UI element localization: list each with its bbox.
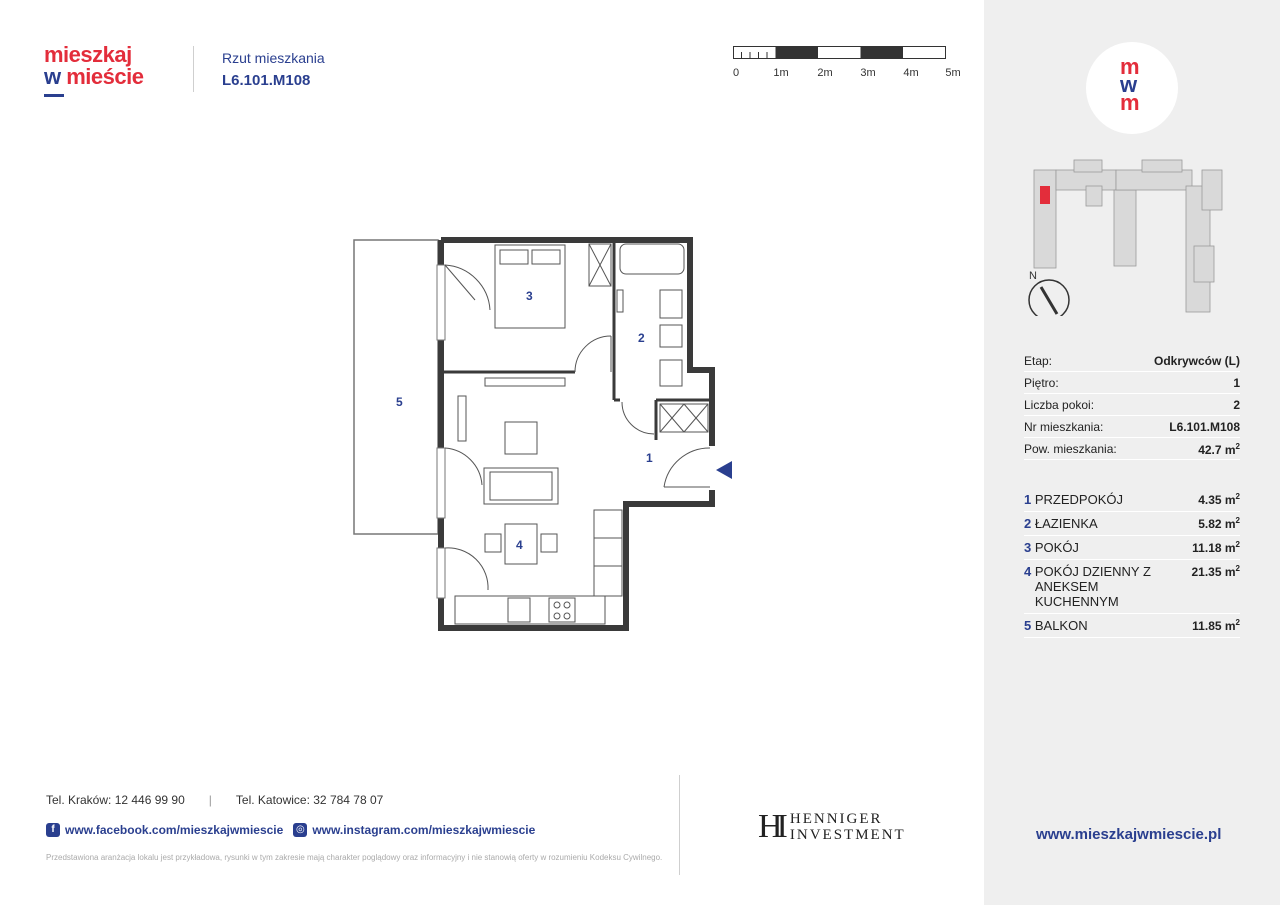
room-label: 3 [526, 289, 533, 303]
info-row [1024, 416, 1240, 438]
scale-label: 2m [817, 67, 833, 79]
room-name: POKÓJ DZIENNY Z ANEKSEM KUCHENNYM [1034, 564, 1151, 609]
brand-line-1: mieszkaj [44, 42, 132, 67]
room-area: 11.18 $m^2$ [1192, 540, 1240, 555]
room-name: BALKON [1034, 618, 1088, 633]
compass-icon [1029, 280, 1069, 316]
info-value: 2 [1233, 398, 1240, 412]
document-title: Rzut mieszkania [222, 50, 325, 66]
apartment-code: L6.101.M108 [222, 72, 311, 89]
mwm-logo [1086, 42, 1178, 134]
apartment-highlight [1040, 186, 1050, 204]
room-area: 21.35 $m^2$ [1191, 564, 1240, 579]
info-key: Nr mieszkania: [1024, 420, 1104, 434]
investor-name: HENNIGER INVESTMENT [789, 811, 906, 843]
room-list-item [1024, 614, 1240, 638]
phone-katowice[interactable]: Tel. Katowice: 32 784 78 07 [235, 793, 384, 807]
phone-krakow[interactable]: Tel. Kraków: 12 446 99 90 [46, 793, 185, 807]
room-name: PRZEDPOKÓJ [1034, 492, 1123, 507]
footer-divider [679, 775, 680, 875]
info-row [1024, 438, 1240, 460]
room-list-item [1024, 560, 1240, 614]
footer-social [46, 823, 535, 837]
instagram-link[interactable]: www.instagram.com/mieszkajwmiescie [312, 823, 536, 837]
logo-letter: w [1120, 72, 1138, 97]
room-area: 11.85 $m^2$ [1192, 618, 1240, 633]
info-value: Odkrywców (L) [1153, 354, 1240, 368]
investor-logo [758, 808, 906, 846]
room-label: 5 [396, 395, 403, 409]
apartment-info [1024, 350, 1240, 460]
info-value: 1 [1233, 376, 1240, 390]
north-label: N [1029, 270, 1037, 282]
footer-separator: | [208, 793, 212, 807]
instagram-icon: ◎ [293, 823, 307, 837]
room-number: 3 [1024, 540, 1032, 555]
sidebar [984, 0, 1280, 905]
facebook-icon: f [46, 823, 60, 837]
disclaimer: Przedstawiona aranżacja lokalu jest przykładowa, rysunki w tym zakresie mają charakter poglądowy oraz informacyjny i nie stanowią oferty w rozumieniu Kodeksu Cywilnego. [46, 853, 663, 862]
scale-label: 3m [860, 67, 876, 79]
room-list-item [1024, 512, 1240, 536]
info-key: Liczba pokoi: [1024, 398, 1095, 412]
room-name: POKÓJ [1034, 540, 1079, 555]
info-row [1024, 394, 1240, 416]
website-link[interactable]: www.mieszkajwmiescie.pl [1036, 826, 1222, 843]
investor-mark: HI [758, 808, 782, 845]
scale-label: 0 [732, 67, 740, 79]
scale-label: 4m [903, 67, 919, 79]
info-key: Etap: [1024, 354, 1053, 368]
room-area: 5.82 $m^2$ [1198, 516, 1240, 531]
room-name: ŁAZIENKA [1034, 516, 1098, 531]
info-value: 42.7 $m^2$ [1198, 442, 1240, 457]
facebook-link[interactable]: www.facebook.com/mieszkajwmiescie [65, 823, 284, 837]
scale-label: 5m [945, 67, 961, 79]
room-label: 1 [646, 451, 653, 465]
logo-letter: m [1120, 90, 1140, 115]
room-label: 4 [516, 538, 523, 552]
room-number: 1 [1024, 492, 1032, 507]
building-key-plan [1026, 156, 1226, 316]
logo-letter: m [1120, 54, 1140, 79]
brand-line-2: w mieście [44, 64, 144, 89]
info-value: L6.101.M108 [1169, 420, 1240, 434]
room-list [1024, 488, 1240, 638]
info-row [1024, 372, 1240, 394]
info-key: Pow. mieszkania: [1024, 442, 1117, 456]
balcony-area [354, 240, 438, 534]
furniture [455, 244, 708, 624]
info-row [1024, 350, 1240, 372]
room-number: 4 [1024, 564, 1032, 579]
info-key: Piętro: [1024, 376, 1059, 390]
scale-label: 1m [773, 67, 789, 79]
footer-phones [46, 793, 383, 807]
room-area: 4.35 $m^2$ [1198, 492, 1240, 507]
room-list-item [1024, 536, 1240, 560]
entrance-arrow-icon [716, 461, 732, 479]
room-number: 5 [1024, 618, 1032, 633]
room-label: 2 [638, 331, 645, 345]
room-list-item [1024, 488, 1240, 512]
room-number: 2 [1024, 516, 1032, 531]
